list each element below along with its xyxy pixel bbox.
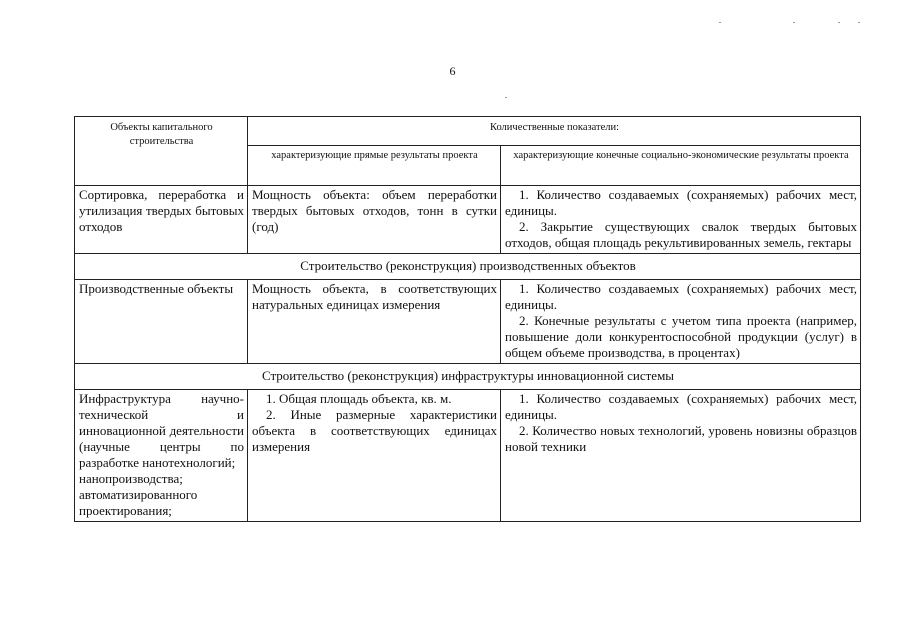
final-item: 1. Количество создаваемых (сохраняемых) рабочих мест, единицы. [505,281,858,312]
object-cell [75,390,248,522]
indicators-table [74,116,861,522]
final-item: 1. Количество создаваемых (сохраняемых) рабочих мест, единицы. [505,187,858,218]
final-item: 2. Закрытие существующих свалок твердых бытовых отходов, общая площадь рекультивированных земель, гектары [505,219,858,250]
direct-cell: Мощность объекта: объем переработки твердых бытовых отходов, тонн в сутки (год) [248,186,501,254]
table-row [75,280,861,364]
final-cell [501,280,861,364]
direct-cell: Мощность объекта, в соответствующих натуральных единицах измерения [248,280,501,364]
direct-item: 1. Общая площадь объекта, кв. м. [266,391,452,406]
section-title-production: Строительство (реконструкция) производственных объектов [75,254,861,280]
table-row [75,186,861,254]
final-item: 1. Количество создаваемых (сохраняемых) рабочих мест, единицы. [505,391,858,422]
direct-item: 2. Иные размерные характеристики объекта в соответствующих единицах измерения [252,407,497,454]
section-title-innovation: Строительство (реконструкция) инфраструктуры инновационной системы [75,364,861,390]
scan-speck [858,22,860,23]
section-row [75,364,861,390]
scan-speck [793,22,795,23]
table-header-row [75,117,861,146]
object-cell: Производственные объекты [75,280,248,364]
header-indicators: Количественные показатели: [248,117,861,146]
scan-speck [505,97,507,98]
final-cell [501,390,861,522]
object-line: Инфраструктура научно-технической и инновационной деятельности (научные центры по разработке нанотехнологий; [79,391,244,470]
page-number: 6 [449,64,456,78]
final-item: 2. Количество новых технологий, уровень новизны образцов новой техники [505,423,858,454]
object-line: автоматизированного проектирования; [79,487,198,518]
scan-speck [838,22,840,23]
header-direct-results: характеризующие прямые результаты проекта [248,146,501,186]
header-objects: Объекты капитального строительства [75,117,248,186]
section-row [75,254,861,280]
scan-speck [719,22,721,23]
final-item: 2. Конечные результаты с учетом типа проекта (например, повышение доли конкурентоспособной продукции (услуг) в общем объеме производства, в процентах) [505,313,858,360]
final-cell [501,186,861,254]
header-final-results: характеризующие конечные социально-экономические результаты проекта [501,146,861,186]
object-line: нанопроизводства; [79,471,183,486]
object-cell: Сортировка, переработка и утилизация твердых бытовых отходов [75,186,248,254]
direct-cell [248,390,501,522]
table-row [75,390,861,522]
